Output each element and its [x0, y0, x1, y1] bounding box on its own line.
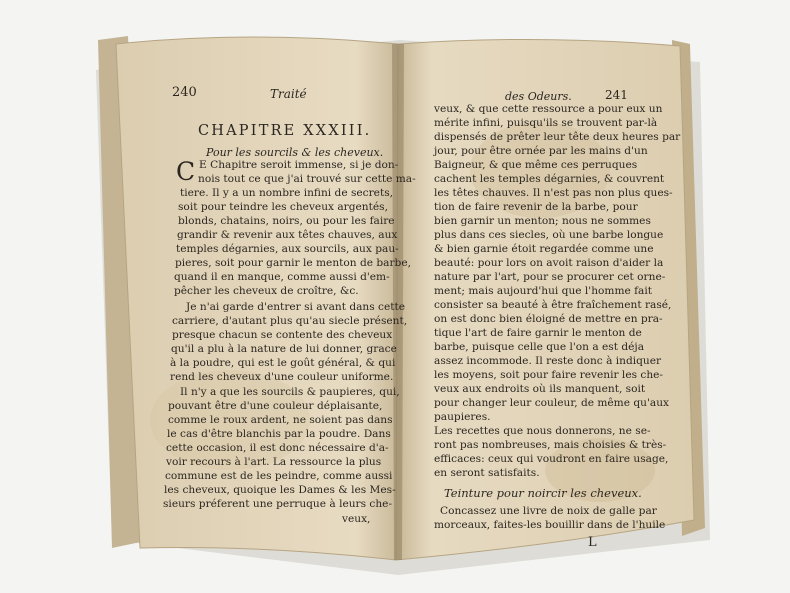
left-text-line: sieurs préferent une perruque à leurs che- [163, 498, 393, 510]
left-text-line: nois tout ce que j'ai trouvé sur cette ma- [198, 173, 416, 185]
left-text-line: à la poudre, qui est le goût général, & qui [170, 357, 396, 369]
chapter-subtitle: Pour les sourcils & les cheveux. [206, 146, 384, 159]
left-text-line: quand il en manque, comme aussi d'em- [174, 271, 390, 283]
left-text-line: presque chacun se contente des cheveux [172, 329, 393, 341]
right-text-line: paupieres. [434, 411, 491, 423]
left-text-line: le cas d'être blanchis par la poudre. Dans [167, 428, 391, 440]
left-running-title: Traité [270, 87, 307, 101]
right-text-line: plus dans ces siecles, où une barbe longue [434, 229, 664, 241]
left-text-line: temples dégarnies, aux sourcils, aux pau- [176, 243, 399, 255]
right-page-number: 241 [605, 88, 628, 102]
right-running-title: des Odeurs. [505, 90, 572, 103]
recipe-heading: Teinture pour noircir les cheveux. [444, 486, 642, 500]
right-text-line: bien garnir un menton; nous ne sommes [434, 215, 651, 227]
left-text-line: voir recours à l'art. La ressource la plus [166, 456, 382, 468]
right-text-line: les moyens, soit pour faire revenir les che- [434, 369, 663, 381]
signature-mark: L [588, 535, 597, 550]
left-text-line: grandir & revenir aux têtes chauves, aux [177, 229, 398, 241]
right-text-line: veux aux endroits où ils manquent, soit [434, 383, 646, 395]
right-text-line: & bien garnie étoit regardée comme une [434, 243, 654, 255]
left-text-line: E Chapitre seroit immense, si je don- [199, 159, 399, 171]
right-text-line: consister sa beauté à être fraîchement rasé, [434, 299, 672, 311]
left-text-line: pêcher les cheveux de croître, &c. [174, 285, 359, 297]
right-text-line: ment; mais aujourd'hui que l'homme fait [434, 285, 653, 297]
right-text-line: mérite infini, puisqu'ils se trouvent par-là [434, 117, 658, 129]
recipe-line: morceaux, faites-les bouillir dans de l'huile [434, 519, 666, 531]
left-text-line: commune est de les peindre, comme aussi [165, 470, 393, 482]
left-text-line: Il n'y a que les sourcils & paupieres, qui, [180, 386, 400, 398]
right-text-line: les têtes chauves. Il n'est pas non plus ques- [434, 187, 673, 199]
left-text-line: les cheveux, quoique les Dames & les Mes- [164, 484, 396, 496]
right-text-line: nature par l'art, pour se procurer cet orne- [434, 271, 666, 283]
right-text-line: Les recettes que nous donnerons, ne se- [434, 425, 651, 437]
left-text-line: veux, [342, 513, 371, 525]
left-text-line: pouvant être d'une couleur déplaisante, [168, 400, 383, 412]
right-text-line: ront pas nombreuses, mais choisies & très- [434, 439, 667, 451]
left-text-line: blonds, chatains, noirs, ou pour les faire [178, 215, 395, 227]
right-text-line: veux, & que cette ressource a pour eux un [434, 103, 663, 115]
left-text-line: carriere, d'autant plus qu'au siecle présent, [172, 315, 408, 327]
left-text-line: tiere. Il y a un nombre infini de secrets, [180, 187, 394, 199]
left-text-line: cette occasion, il est donc nécessaire d'a- [166, 442, 389, 454]
left-text-line: qu'il a plu à la nature de lui donner, grace [171, 343, 397, 355]
right-text-line: Baigneur, & que même ces perruques [434, 159, 638, 171]
right-text-line: tique l'art de faire garnir le menton de [434, 327, 642, 339]
right-text-line: beauté: pour lors on avoit raison d'aider la [434, 257, 664, 269]
right-text-line: cachent les temples dégarnies, & couvrent [434, 173, 665, 185]
chapter-title: CHAPITRE XXXIII. [198, 123, 372, 139]
drop-cap: C [176, 157, 196, 186]
right-text-line: tion de faire revenir de la barbe, pour [434, 201, 638, 213]
right-text-line: on est donc bien éloigné de mettre en pra- [434, 313, 663, 325]
left-text-line: rend les cheveux d'une couleur uniforme. [170, 371, 394, 383]
right-text-line: dispensés de prêter leur tête deux heures par [434, 131, 681, 143]
right-text-line: barbe, puisque celle que l'on a est déja [434, 341, 645, 353]
left-page-number: 240 [172, 85, 197, 100]
recipe-line: Concassez une livre de noix de galle par [440, 505, 657, 517]
left-text-line: comme le roux ardent, ne soient pas dans [168, 414, 393, 426]
right-text-line: en seront satisfaits. [434, 467, 540, 479]
left-text-line: Je n'ai garde d'entrer si avant dans cette [186, 301, 406, 313]
right-text-line: pour changer leur couleur, de même qu'aux [434, 397, 669, 409]
right-text-line: efficaces: ceux qui voudront en faire usage, [434, 453, 669, 465]
right-text-line: jour, pour être ornée par les mains d'un [434, 145, 648, 157]
left-text-line: soit pour teindre les cheveux argentés, [178, 201, 388, 213]
right-text-line: assez incommode. Il reste donc à indiquer [434, 355, 662, 367]
left-text-line: pieres, soit pour garnir le menton de barbe, [175, 257, 411, 269]
